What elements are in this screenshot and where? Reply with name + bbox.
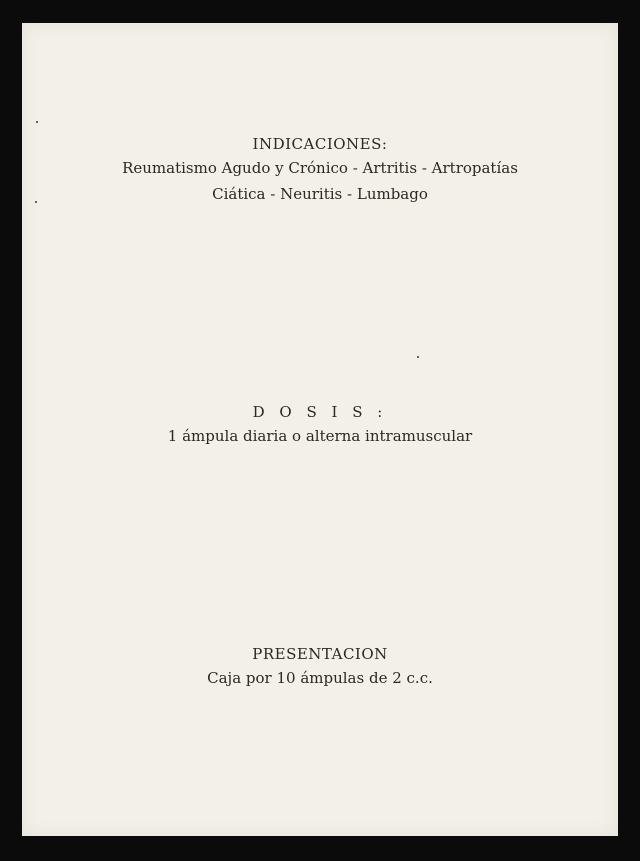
dosis-heading: D O S I S :: [252, 403, 388, 421]
paper-speck: [417, 356, 419, 358]
dosis-section: [22, 401, 618, 449]
indicaciones-section: [22, 133, 618, 207]
indicaciones-heading: INDICACIONES:: [252, 135, 388, 153]
dosis-line: 1 ámpula diaria o alterna intramuscular: [167, 427, 473, 445]
indicaciones-line: Ciática - Neuritis - Lumbago: [212, 185, 428, 203]
presentacion-section: [22, 643, 618, 691]
document-sheet: [22, 23, 618, 836]
presentacion-line: Caja por 10 ámpulas de 2 c.c.: [207, 669, 433, 687]
presentacion-heading: PRESENTACION: [252, 645, 388, 663]
indicaciones-line: Reumatismo Agudo y Crónico - Artritis - Artropatías: [122, 159, 518, 177]
paper-speck: [36, 121, 38, 123]
